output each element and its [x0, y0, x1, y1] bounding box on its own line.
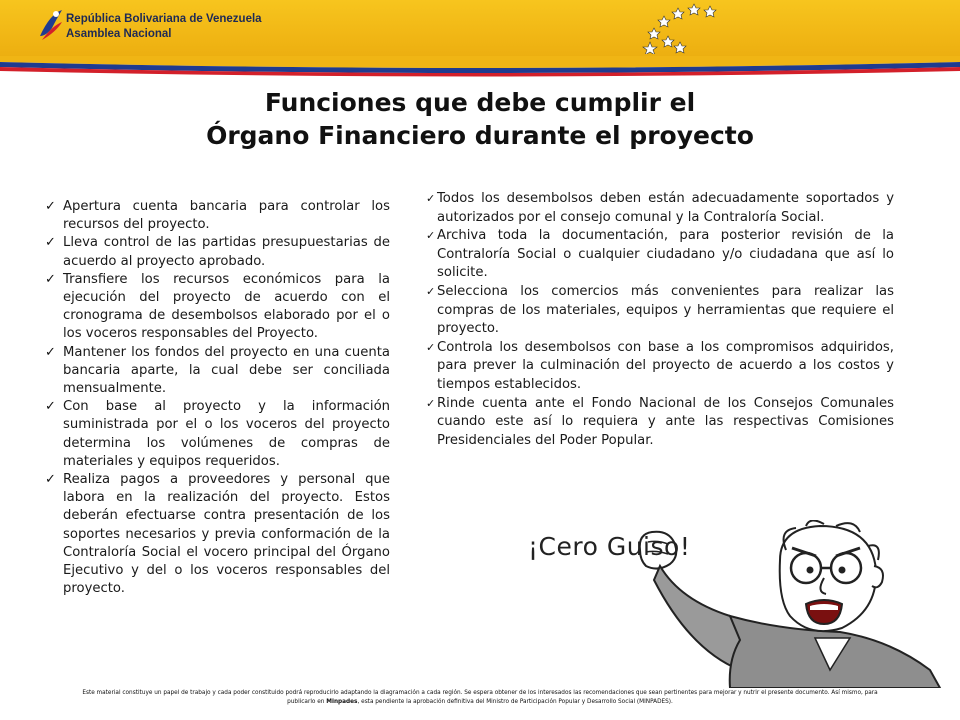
- list-item-text: Mantener los fondos del proyecto en una cuenta bancaria aparte, la cual debe ser conciliada mensualmente.: [63, 344, 390, 397]
- list-item-text: Rinde cuenta ante el Fondo Nacional de los Consejos Comunales cuando este así lo requiera y ante las respectivas Comisiones Presidenciales del Poder Popular.: [437, 395, 894, 448]
- checkmark-icon: ✓: [45, 235, 56, 251]
- page-title-line1: Funciones que debe cumplir el: [264, 88, 696, 117]
- list-item-text: Controla los desembolsos con base a los compromisos adquiridos, para prever la culminación del proyecto de acuerdo a los costos y tiempos establecidos.: [437, 339, 894, 392]
- right-function-list: [426, 190, 894, 450]
- checkmark-icon: ✓: [426, 396, 436, 410]
- checkmark-icon: ✓: [45, 344, 56, 360]
- list-item-text: Transfiere los recursos económicos para la ejecución del proyecto de acuerdo con el cronograma de desembolsos elaborado por el o los voceros responsables del Proyecto.: [63, 271, 390, 342]
- org-line1: República Bolivariana de Venezuela: [66, 13, 262, 25]
- venezuela-stars: [640, 2, 730, 54]
- list-item-text: Selecciona los comercios más convenientes para realizar las compras de los materiales, equipos y herramientas que requiere el proyecto.: [437, 283, 894, 337]
- checkmark-icon: ✓: [426, 192, 436, 205]
- list-item-text: Apertura cuenta bancaria para controlar los recursos del proyecto.: [63, 199, 390, 233]
- footer-line2-pre: publicarlo en: [287, 697, 327, 705]
- organization-name: [66, 12, 262, 42]
- list-item: [426, 190, 894, 227]
- org-line2: Asamblea Nacional: [66, 28, 172, 40]
- list-item: [45, 471, 390, 598]
- footer-note: [0, 688, 960, 720]
- speech-text: ¡Cero Guiso!: [528, 532, 691, 561]
- list-item: [45, 234, 390, 270]
- list-item: [45, 198, 390, 234]
- checkmark-icon: ✓: [426, 229, 436, 243]
- checkmark-icon: ✓: [426, 340, 436, 354]
- list-item-text: Lleva control de las partidas presupuestarias de acuerdo al proyecto aprobado.: [63, 235, 390, 269]
- checkmark-icon: ✓: [426, 284, 436, 298]
- page-title-line2: Órgano Financiero durante el proyecto: [206, 121, 754, 150]
- list-item: [45, 271, 390, 344]
- checkmark-icon: ✓: [45, 399, 56, 415]
- list-item: [45, 398, 390, 471]
- checkmark-icon: ✓: [45, 271, 56, 287]
- checkmark-icon: ✓: [45, 472, 56, 488]
- left-function-list: [45, 198, 390, 598]
- tricolor-swoosh: [0, 56, 960, 78]
- list-item: [45, 344, 390, 399]
- list-item-text: Todos los desembolsos deben están adecuadamente soportados y autorizados por el consejo comunal y la Contraloría Social.: [437, 191, 894, 225]
- header-banner: [0, 0, 960, 72]
- footer-line2-post: , esta pendiente la aprobación definitiva del Ministro de Participación Popular y Desarrollo Social (MINPADES).: [357, 697, 673, 705]
- checkmark-icon: ✓: [45, 199, 56, 214]
- list-item: [426, 227, 894, 283]
- list-item: [426, 395, 894, 451]
- footer-line2: [0, 697, 960, 706]
- footer-line2-bold: Minpades: [326, 697, 358, 705]
- list-item: [426, 283, 894, 339]
- footer-line1: Este material constituye un papel de trabajo y cada poder constituido podrá reproducirlo adaptando la diagramación a cada región. Se espera obtener de los interesados las recomendaciones que sean pertinentes para mejorar y nutrir el presente documento. Así mismo, para: [82, 688, 878, 696]
- list-item: [426, 339, 894, 395]
- list-item-text: Realiza pagos a proveedores y personal que labora en la realización del proyecto. Estos deberán efectuarse contra presentación de los soportes necesarios y previa conformación de la Contraloría Social el vocero principal del Órgano Ejecutivo y del o los voceros responsables del proyecto.: [63, 472, 390, 597]
- national-assembly-logo: [36, 6, 64, 50]
- list-item-text: Con base al proyecto y la información suministrada por el o los voceros del proyecto determina los volúmenes de compras de materiales y equipos requeridos.: [63, 399, 390, 469]
- list-item-text: Archiva toda la documentación, para posterior revisión de la Contraloría Social o cualquier ciudadano y/o ciudadana que así lo solicite.: [437, 228, 894, 281]
